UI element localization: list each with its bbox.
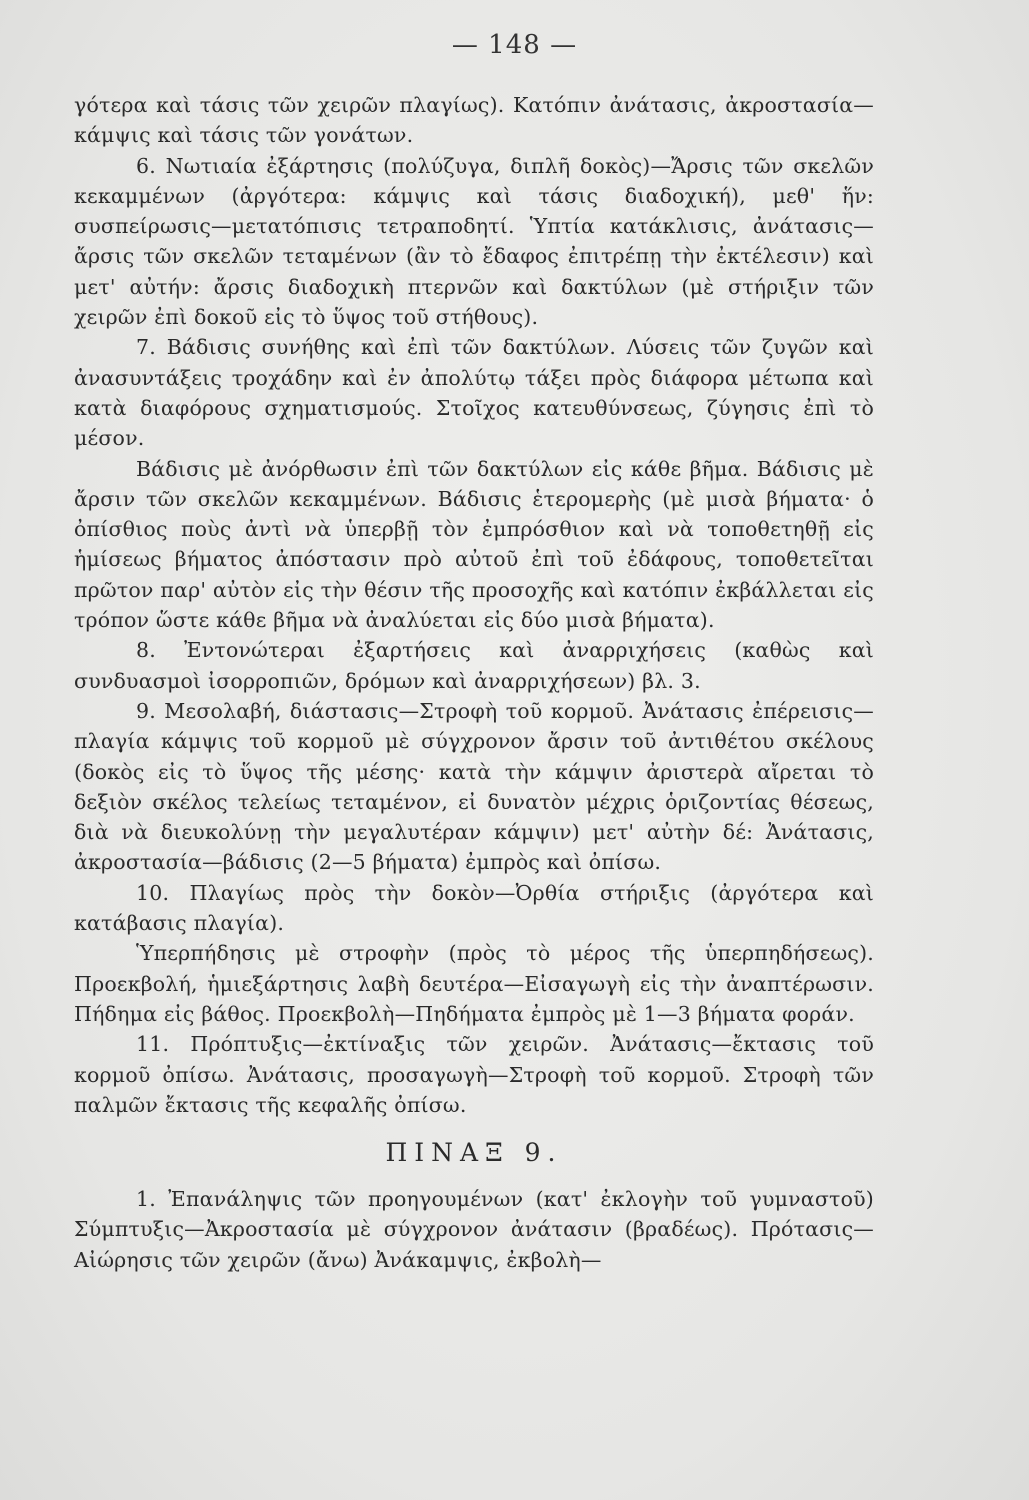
paragraph-item-8: 8. Ἐντονώτεραι ἐξαρτήσεις καὶ ἀναρριχήσεις (καθὼς καὶ συνδυασμοὶ ἰσορροπιῶν, δρόμων καὶ ἀναρριχήσεων) βλ. 3. (74, 638, 874, 693)
section-heading: ΠΙΝΑΞ 9. (385, 1138, 563, 1168)
paragraph-continuation: γότερα καὶ τάσις τῶν χειρῶν πλαγίως). Κατόπιν ἀνάτασις, ἀκροστασία—κάμψις καὶ τάσις τῶν γονάτων. (74, 93, 874, 148)
paragraph-walking: Βάδισις μὲ ἀνόρθωσιν ἐπὶ τῶν δακτύλων εἰς κάθε βῆμα. Βάδισις μὲ ἄρσιν τῶν σκελῶν κεκαμμένων. Βάδισις ἑτερομερὴς (μὲ μισὰ βήματα· ὁ ὀπίσθιος ποὺς ἀντὶ νὰ ὑπερβῇ τὸν ἐμπρόσθιον καὶ νὰ τοποθετηθῇ εἰς ἡμίσεως βήματος ἀπόστασιν πρὸ αὐτοῦ ἐπὶ τοῦ ἐδάφους, τοποθετεῖται πρῶτον παρ' αὐτὸν εἰς τὴν θέσιν τῆς προσοχῆς καὶ κατόπιν ἐκβάλλεται εἰς τρόπον ὥστε κάθε βῆμα νὰ ἀναλύεται εἰς δύο μισὰ βήματα). (74, 456, 874, 633)
paragraph-vault: Ὑπερπήδησις μὲ στροφὴν (πρὸς τὸ μέρος τῆς ὑπερπηδήσεως). Προεκβολή, ἡμιεξάρτησις λαβὴ δευτέρα—Εἰσαγωγὴ εἰς τὴν ἀναπτέρωσιν. Πήδημα εἰς βάθος. Προεκβολὴ—Πηδήματα ἐμπρὸς μὲ 1—3 βήματα φοράν. (74, 941, 874, 1026)
page-number: — 148 — (451, 30, 578, 60)
paragraph-item-6: 6. Νωτιαία ἐξάρτησις (πολύζυγα, διπλῆ δοκὸς)—Ἄρσις τῶν σκελῶν κεκαμμένων (ἀργότερα: κάμψις καὶ τάσις διαδοχική), μεθ' ἥν: συσπείρωσις—μετατόπισις τετραποδητί. Ὑπτία κατάκλισις, ἀνάτασις—ἄρσις τῶν σκελῶν τεταμένων (ἂν τὸ ἔδαφος ἐπιτρέπῃ τὴν ἐκτέλεσιν) καὶ μετ' αὐτήν: ἄρσις διαδοχικὴ πτερνῶν καὶ δακτύλων (μὲ στήριξιν τῶν χειρῶν ἐπὶ δοκοῦ εἰς τὸ ὕψος τοῦ στήθους). (74, 153, 874, 330)
paragraph-item-9: 9. Μεσολαβή, διάστασις—Στροφὴ τοῦ κορμοῦ. Ἀνάτασις ἐπέρεισις—πλαγία κάμψις τοῦ κορμοῦ μὲ σύγχρονον ἄρσιν τοῦ ἀντιθέτου σκέλους (δοκὸς εἰς τὸ ὕψος τῆς μέσης· κατὰ τὴν κάμψιν ἀριστερὰ αἴρεται τὸ δεξιὸν σκέλος τελείως τεταμένον, εἰ δυνατὸν μέχρις ὁριζοντίας θέσεως, διὰ νὰ διευκολύνῃ τὴν μεγαλυτέραν κάμψιν) μετ' αὐτὴν δέ: Ἀνάτασις, ἀκροστασία—βάδισις (2—5 βήματα) ἐμπρὸς καὶ ὀπίσω. (74, 698, 874, 875)
paragraph-item-7: 7. Βάδισις συνήθης καὶ ἐπὶ τῶν δακτύλων. Λύσεις τῶν ζυγῶν καὶ ἀνασυντάξεις τροχάδην καὶ ἐν ἀπολύτῳ τάξει πρὸς διάφορα μέτωπα καὶ κατὰ διαφόρους σχηματισμούς. Στοῖχος κατευθύνσεως, ζύγησις ἐπὶ τὸ μέσον. (74, 335, 874, 451)
paragraph-item-10: 10. Πλαγίως πρὸς τὴν δοκὸν—Ὀρθία στήριξις (ἀργότερα καὶ κατάβασις πλαγία). (74, 880, 874, 936)
paragraph-item-11: 11. Πρόπτυξις—ἐκτίναξις τῶν χειρῶν. Ἀνάτασις—ἔκτασις τοῦ κορμοῦ ὀπίσω. Ἀνάτασις, προσαγωγὴ—Στροφὴ τοῦ κορμοῦ. Στροφὴ τῶν παλμῶν ἔκτασις τῆς κεφαλῆς ὀπίσω. (74, 1032, 874, 1117)
page-text-body (74, 90, 874, 1275)
paragraph-table9-item-1: 1. Ἐπανάληψις τῶν προηγουμένων (κατ' ἐκλογὴν τοῦ γυμναστοῦ) Σύμπτυξις—Ἀκροστασία μὲ σύγχρονον ἀνάτασιν (βραδέως). Πρότασις—Αἰώρησις τῶν χειρῶν (ἄνω) Ἀνάκαμψις, ἐκβολὴ— (74, 1187, 874, 1272)
